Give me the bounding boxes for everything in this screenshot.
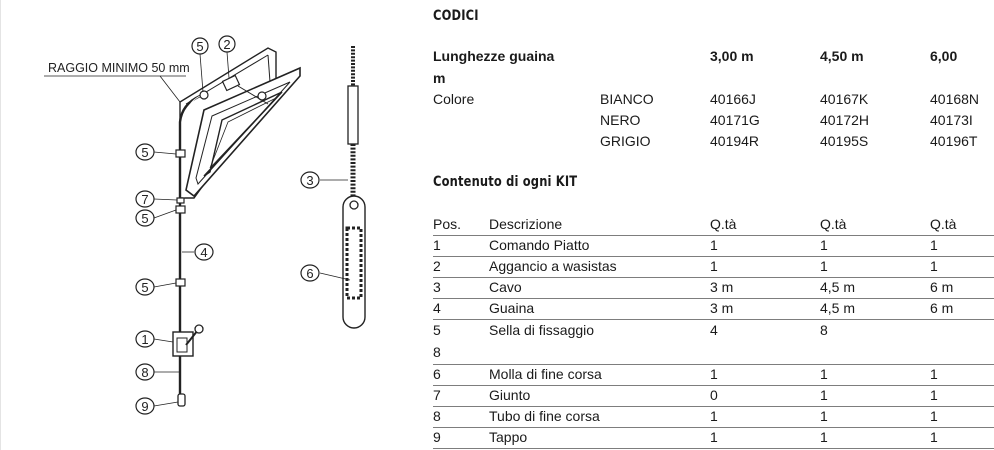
kit-qty: 1 [930, 408, 938, 424]
row-divider [433, 385, 994, 386]
kit-qty: 1 [820, 387, 828, 403]
row-divider [433, 298, 994, 299]
kit-qty: 1 [710, 429, 718, 445]
callout-2 [219, 36, 235, 52]
kit-pos: 6 [433, 366, 441, 382]
kit-qty: 1 [820, 429, 828, 445]
kit-pos: 7 [433, 387, 441, 403]
header-qty-2: Q.tà [820, 216, 847, 232]
code-cell: 40173I [930, 112, 973, 128]
fixing-saddle-top [200, 91, 208, 99]
color-grigio: GRIGIO [600, 133, 651, 149]
min-radius-leader [160, 76, 180, 102]
length-6m: 6,00 [930, 48, 958, 64]
kit-pos: 1 [433, 237, 441, 253]
callout-9 [136, 398, 154, 414]
window-frame [180, 48, 300, 198]
svg-text:8: 8 [141, 365, 149, 380]
kit-qty: 1 [930, 258, 938, 274]
kit-pos: 9 [433, 429, 441, 445]
row-divider [433, 448, 994, 449]
kit-qty: 4,5 m [820, 300, 856, 316]
kit-qty: 1 [710, 258, 718, 274]
svg-text:5: 5 [196, 39, 204, 54]
kit-qty: 1 [710, 237, 718, 253]
callout-5-top [192, 38, 208, 54]
kit-desc: Cavo [489, 279, 522, 295]
kit-qty: 6 m [930, 279, 954, 295]
diagram-svg [0, 0, 420, 450]
kit-pos: 2 [433, 258, 441, 274]
kit-qty: 4,5 m [820, 279, 856, 295]
row-divider [433, 406, 994, 407]
kit-desc: Comando Piatto [489, 237, 590, 253]
cable-detail [343, 46, 365, 328]
kit-qty: 1 [930, 237, 938, 253]
callout-5-a [136, 144, 154, 160]
kit-qty: 8 [820, 322, 828, 338]
row-divider [433, 427, 994, 428]
kit-pos: 3 [433, 279, 441, 295]
kit-qty: 1 [710, 408, 718, 424]
length-4-5m: 4,50 m [820, 48, 864, 64]
kit-qty: 1 [820, 237, 828, 253]
kit-desc: Tubo di fine corsa [489, 408, 600, 424]
kit-desc: Sella di fissaggio [489, 322, 595, 338]
row-divider [433, 319, 994, 320]
row-divider [433, 364, 994, 365]
kit-pos: 4 [433, 300, 441, 316]
kit-qty: 1 [710, 366, 718, 382]
fixing-saddle [176, 150, 185, 157]
callout-7 [136, 191, 154, 207]
kit-desc: Aggancio a wasistas [489, 258, 617, 274]
length-label-line1: Lunghezze guaina [433, 48, 555, 64]
kit-pos: 5 [433, 322, 441, 338]
length-label-line2: m [433, 70, 446, 86]
svg-text:4: 4 [200, 245, 208, 260]
kit-qty: 0 [710, 387, 718, 403]
color-nero: NERO [600, 112, 641, 128]
svg-text:5: 5 [141, 145, 149, 160]
svg-text:6: 6 [306, 266, 314, 281]
svg-text:5: 5 [141, 280, 149, 295]
kit-qty: 4 [710, 322, 718, 338]
kit-qty: 1 [930, 366, 938, 382]
flat-control [173, 325, 203, 356]
svg-text:7: 7 [141, 192, 149, 207]
row-divider [433, 256, 994, 257]
code-cell: 40196T [930, 133, 978, 149]
code-cell: 40195S [820, 133, 869, 149]
code-cell: 40171G [710, 112, 760, 128]
kit-qty: 1 [820, 258, 828, 274]
callout-3 [301, 172, 319, 188]
svg-text:9: 9 [141, 399, 149, 414]
svg-text:3: 3 [306, 173, 314, 188]
kit-qty: 3 m [710, 279, 734, 295]
installation-diagram [0, 0, 420, 450]
kit-qty: 6 m [930, 300, 954, 316]
code-cell: 40167K [820, 91, 869, 107]
callout-8 [136, 364, 154, 380]
svg-text:1: 1 [141, 332, 149, 347]
kit-pos: 8 [433, 408, 441, 424]
color-bianco: BIANCO [600, 91, 654, 107]
svg-text:5: 5 [141, 211, 149, 226]
kit-heading: Contenuto di ogni KIT [433, 174, 578, 190]
joint [177, 198, 184, 203]
callout-4 [195, 244, 213, 260]
kit-desc: Tappo [489, 429, 528, 445]
length-3m: 3,00 m [710, 48, 754, 64]
kit-qty: 1 [930, 429, 938, 445]
min-radius-label: RAGGIO MINIMO 50 mm [48, 61, 190, 75]
kit-desc: Giunto [489, 387, 531, 403]
kit-desc: Guaina [489, 300, 535, 316]
header-pos: Pos. [433, 216, 462, 232]
header-desc: Descrizione [489, 216, 563, 232]
kit-qty: 1 [820, 366, 828, 382]
callout-5-b [136, 210, 154, 226]
row-divider [433, 277, 994, 278]
code-cell: 40172H [820, 112, 870, 128]
callout-1 [136, 331, 154, 347]
kit-desc: Molla di fine corsa [489, 366, 602, 382]
colore-label: Colore [433, 91, 475, 107]
callout-5-c [136, 279, 154, 295]
row-divider [433, 235, 994, 236]
kit-qty: 1 [820, 408, 828, 424]
kit-pos: 8 [433, 344, 441, 360]
code-cell: 40168N [930, 91, 980, 107]
kit-qty: 1 [930, 387, 938, 403]
svg-text:2: 2 [223, 37, 231, 52]
fixing-saddle [176, 279, 185, 286]
callout-6 [301, 265, 319, 281]
header-qty-3: Q.tà [930, 216, 957, 232]
fixing-saddle [176, 206, 185, 213]
header-qty-1: Q.tà [710, 216, 737, 232]
code-cell: 40166J [710, 91, 756, 107]
codici-heading: CODICI [433, 8, 479, 24]
end-cap [178, 394, 185, 406]
code-cell: 40194R [710, 133, 760, 149]
kit-qty: 3 m [710, 300, 734, 316]
